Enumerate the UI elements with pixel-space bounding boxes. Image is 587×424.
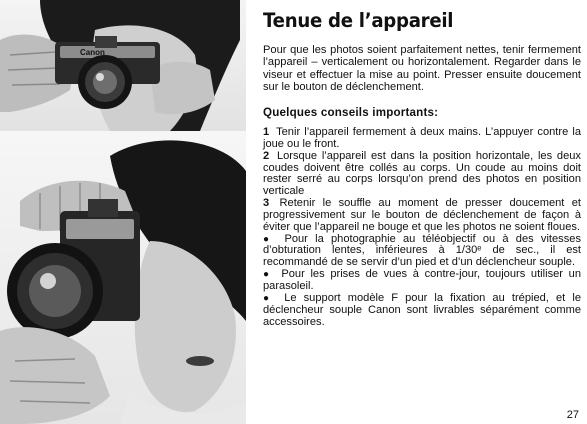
bullet-icon: ●	[263, 292, 274, 304]
photo-horizontal-grip	[0, 131, 246, 424]
photo-vertical-grip	[0, 0, 246, 131]
advice-bullet-accessories	[263, 293, 581, 329]
horizontal-grip-illustration	[0, 131, 246, 424]
advice-item-2	[263, 151, 581, 198]
camera-brand-label: Canon	[80, 48, 105, 57]
advice-text-accessories: Le support modèle F pour la fixation au trépied, et le déclencheur souple Canon sont livrables séparément comme accessoires.	[263, 291, 581, 328]
page-title: Tenue de l’appareil	[263, 9, 454, 32]
vertical-grip-illustration	[0, 0, 246, 131]
advice-text-2: Lorsque l’appareil est dans la position horizontale, les deux coudes doivent être collés au corps. Un coude au moins doit rester serré au corps lorsqu’on prend des photos en position verticale	[263, 149, 581, 198]
advice-marker-1: 1	[263, 126, 270, 138]
intro-paragraph: Pour que les photos soient parfaitement nettes, tenir fermement l’appareil – verticalement ou horizontalement. Regarder dans le viseur et effectuer la mise au point. Presser ensuite doucement sur le bouton de déclenchement.	[263, 44, 581, 94]
advice-marker-3: 3	[263, 197, 270, 210]
page-number: 27	[566, 409, 579, 421]
bullet-icon: ●	[263, 269, 272, 281]
advice-text-3: Retenir le souffle au moment de presser doucement et progressivement sur le bouton de déclenchement de façon à éviter que l’appareil ne bouge et que les photos ne soient floues.	[263, 197, 581, 233]
advice-list	[263, 127, 581, 328]
advice-text-1: Tenir l’appareil fermement à deux mains. L’appuyer contre la joue ou le front.	[263, 126, 581, 150]
advice-bullet-telephoto	[263, 234, 581, 270]
advice-bullet-backlight	[263, 269, 581, 293]
advice-item-1	[263, 127, 581, 151]
advice-text-backlight: Pour les prises de vues à contre-jour, toujours utiliser un parasoleil.	[263, 268, 582, 292]
advice-heading: Quelques conseils importants:	[263, 106, 439, 119]
bullet-icon: ●	[263, 233, 274, 245]
advice-marker-2: 2	[263, 149, 270, 162]
advice-item-3	[263, 198, 581, 234]
advice-text-telephoto: Pour la photographie au téléobjectif ou à des vitesses d’obturation lentes, inférieures à 1/30ᵉ de sec., il est recommandé de se servir d’un pied et d’un déclencheur souple.	[263, 232, 581, 269]
